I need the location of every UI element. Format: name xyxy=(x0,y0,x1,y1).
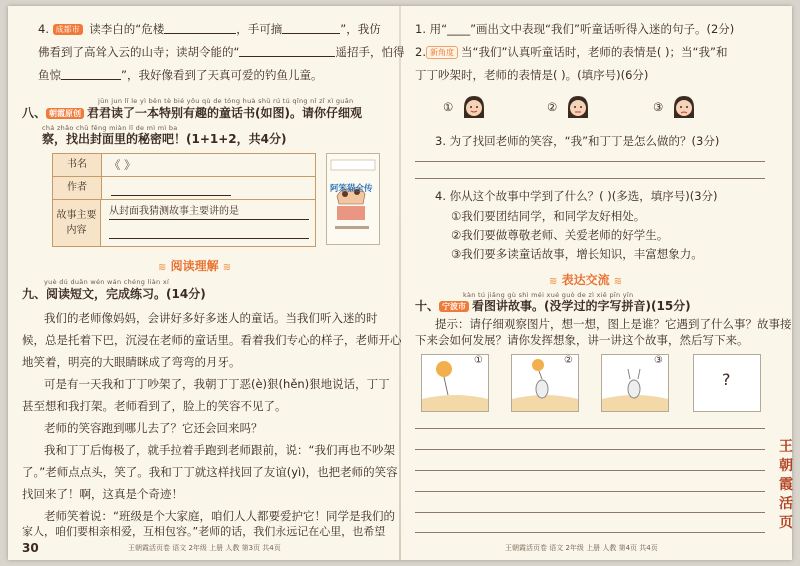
table-row xyxy=(53,177,315,200)
page-footer: 王朝霞活页卷 语文 2年级 上册 人教 第3页 共4页 xyxy=(128,544,281,552)
passage-line: 甚至想和我打架。老师看到了，脸上的笑容不见了。 xyxy=(22,399,287,413)
q4-text-c: ”，我仿 xyxy=(340,22,381,36)
q8-title-line2: 察，找出封面里的秘密吧！(1+1+2，共4分) xyxy=(42,132,287,146)
passage-line: 地笑着，明亮的大眼睛眯成了弯弯的月牙。 xyxy=(22,355,241,369)
page-footer: 王朝霞活页卷 语文 2年级 上册 人教 第4页 共4页 xyxy=(505,544,658,552)
q4-text-b: ，手可摘 xyxy=(236,22,283,36)
story-frame xyxy=(601,354,669,412)
q4-question: 4. 你从这个故事中学到了什么？( )(多选，填序号)(3分) xyxy=(435,189,718,203)
wave-icon: ≋ xyxy=(549,276,558,287)
passage-line: 老师的笑容跑到哪儿去了？它还会回来吗？ xyxy=(44,421,263,435)
frame-number: ② xyxy=(564,355,573,366)
answer-line[interactable] xyxy=(109,238,309,239)
author-field[interactable] xyxy=(111,185,231,196)
table-row xyxy=(53,154,315,177)
book-cover-title: 阿笨猫全传 xyxy=(330,184,373,194)
passage-line: 老师笑着说：“班级是个大家庭，咱们人人都要爱护它！同学是我们的 xyxy=(44,509,395,523)
q3-text: 3. 为了找回老师的笑容，“我”和丁丁是怎么做的？(3分) xyxy=(435,134,720,148)
q4-option[interactable]: ②我们要做尊敬老师、关爱老师的好学生。 xyxy=(451,228,669,242)
q10-title xyxy=(415,299,691,313)
q10-hint: 下来会如何发展？请你发挥想象，讲一讲这个故事，然后写下来。 xyxy=(415,333,749,347)
story-content-label: 故事主要内容 xyxy=(53,200,101,246)
story-frame xyxy=(511,354,579,412)
reading-section-header xyxy=(158,257,231,274)
answer-blank[interactable] xyxy=(239,46,335,57)
q9-number: 九、 xyxy=(22,287,47,301)
workbook-spread xyxy=(8,6,792,560)
passage-line: 家人，咱们要相亲相爱，互相包容。”老师的话，我们永远记在心里，也希望 xyxy=(22,525,386,538)
teacher-face-icon xyxy=(671,94,697,120)
passage-line: 我们的老师像妈妈，会讲好多好多迷人的童话。当我们听入迷的时 xyxy=(44,311,378,325)
q4-number: 4. xyxy=(38,22,49,36)
writing-line[interactable] xyxy=(415,470,765,471)
region-tag: 宁波市 xyxy=(439,301,469,312)
q10-title-text: 看图讲故事。(没学过的字写拼音)(15分) xyxy=(472,299,691,313)
expression-section-header xyxy=(549,271,622,288)
q4-text-e: 遥招手，怕得 xyxy=(335,45,405,59)
book-title-field[interactable]: 《 》 xyxy=(109,158,136,172)
teacher-face-icon xyxy=(565,94,591,120)
story-frame xyxy=(421,354,489,412)
passage-line: 可是有一天我和丁丁吵架了，我朝丁丁恶(è)狠(hěn)狠地说话，丁丁 xyxy=(44,377,390,391)
writing-line[interactable] xyxy=(415,532,765,533)
q10-hint: 提示：请仔细观察图片，想一想，图上是谁？它遇到了什么事？故事接 xyxy=(435,317,792,331)
q4-text-a: 读李白的“危楼 xyxy=(89,22,165,36)
passage-line: 候，总是托着下巴，沉浸在老师的童话里。看着我们专心的样子，老师开心 xyxy=(22,333,402,347)
left-page xyxy=(8,6,405,560)
frame-number: ③ xyxy=(654,355,663,366)
book-title-label: 书名 xyxy=(53,154,102,176)
region-tag: 成都市 xyxy=(53,24,83,35)
right-page xyxy=(401,6,792,560)
q2-text: 当“我们”认真听童话时，老师的表情是( )；当“我”和 xyxy=(460,45,728,59)
q8-number: 八、 xyxy=(22,106,47,120)
table-row xyxy=(53,200,315,246)
frame-number: ① xyxy=(474,355,483,366)
brand-logo-text: 王朝霞活页 xyxy=(779,439,793,531)
reading-section-title: 阅读理解 xyxy=(170,259,219,273)
q4-text-d: 佛看到了高耸入云的山寺；读胡令能的“ xyxy=(38,45,240,59)
passage-line: 找回来了！啊，这真是个奇迹！ xyxy=(22,487,183,501)
answer-line[interactable] xyxy=(415,161,765,162)
writing-line[interactable] xyxy=(415,428,765,429)
writing-line[interactable] xyxy=(415,449,765,450)
story-content-prompt: 从封面我猜测故事主要讲的是 xyxy=(109,206,239,217)
q8-title xyxy=(22,106,362,120)
q9-title xyxy=(22,287,206,301)
passage-line: 了。”老师点点头，笑了。我和丁丁就这样找回了友谊(yì)，也把老师的笑容 xyxy=(22,465,398,479)
q1-text: 1. 用“____”画出文中表现“我们”听童话听得入迷的句子。(2分) xyxy=(415,22,735,36)
q8-title-text: 君君读了一本特别有趣的童话书(如图)。请你仔细观 xyxy=(87,106,362,120)
question-mark: ? xyxy=(722,370,731,389)
q2-line1 xyxy=(415,45,727,59)
book-cover-image xyxy=(326,153,380,245)
book-info-table xyxy=(52,153,316,247)
author-label: 作者 xyxy=(53,177,102,199)
original-tag: 朝霞原创 xyxy=(46,108,84,119)
writing-line[interactable] xyxy=(415,491,765,492)
q2-line2: 丁丁吵架时，老师的表情是( )。(填序号)(6分) xyxy=(415,68,649,82)
answer-blank[interactable] xyxy=(61,69,121,80)
q10-number: 十、 xyxy=(415,299,440,313)
new-angle-tag: 新角度 xyxy=(426,46,458,59)
answer-line[interactable] xyxy=(109,219,309,220)
wave-icon: ≋ xyxy=(158,262,167,273)
q8-pinyin-2: chá zhǎo chū fēng miàn lǐ de mì mì ba xyxy=(42,124,178,132)
q9-title-text: 阅读短文，完成练习。(14分) xyxy=(46,287,206,301)
story-frame-unknown xyxy=(693,354,761,412)
teacher-face-icon xyxy=(461,94,487,120)
passage-line: 我和丁丁后悔极了，就手拉着手跑到老师跟前，说：“我们再也不吵架 xyxy=(44,443,395,457)
wave-icon: ≋ xyxy=(222,262,232,273)
q4-line1 xyxy=(38,22,381,36)
q4-text-g: ”，我好像看到了天真可爱的钓鱼儿童。 xyxy=(121,68,323,82)
face-option-label: ② xyxy=(547,100,558,114)
page-number: 30 xyxy=(22,541,39,555)
face-option-label: ③ xyxy=(653,100,664,114)
q4-option[interactable]: ③我们要多读童话故事，增长知识，丰富想象力。 xyxy=(451,247,703,261)
q10-pinyin: kàn tú jiǎng gù shì méi xué guò de zì xiě pīn yīn xyxy=(463,291,634,299)
face-option-label: ① xyxy=(443,100,454,114)
expression-section-title: 表达交流 xyxy=(561,273,610,287)
q4-text-f: 鱼惊 xyxy=(38,68,61,82)
writing-line[interactable] xyxy=(415,512,765,513)
q4-line3 xyxy=(38,68,322,82)
answer-line[interactable] xyxy=(415,178,765,179)
book-cover-illustration xyxy=(327,154,379,244)
q2-number: 2. xyxy=(415,45,426,59)
wave-icon: ≋ xyxy=(613,276,623,287)
q9-pinyin: yuè dú duǎn wén wán chéng liàn xí xyxy=(44,278,170,286)
q8-pinyin: jūn jun lǐ le yì běn tè bié yǒu qù de tóng huà shū rú tú qǐng nǐ zǐ xì guān xyxy=(98,97,354,105)
q4-option[interactable]: ①我们要团结同学，和同学友好相处。 xyxy=(451,209,646,223)
q4-line2 xyxy=(38,45,404,59)
answer-blank[interactable] xyxy=(164,23,236,34)
answer-blank[interactable] xyxy=(282,23,340,34)
